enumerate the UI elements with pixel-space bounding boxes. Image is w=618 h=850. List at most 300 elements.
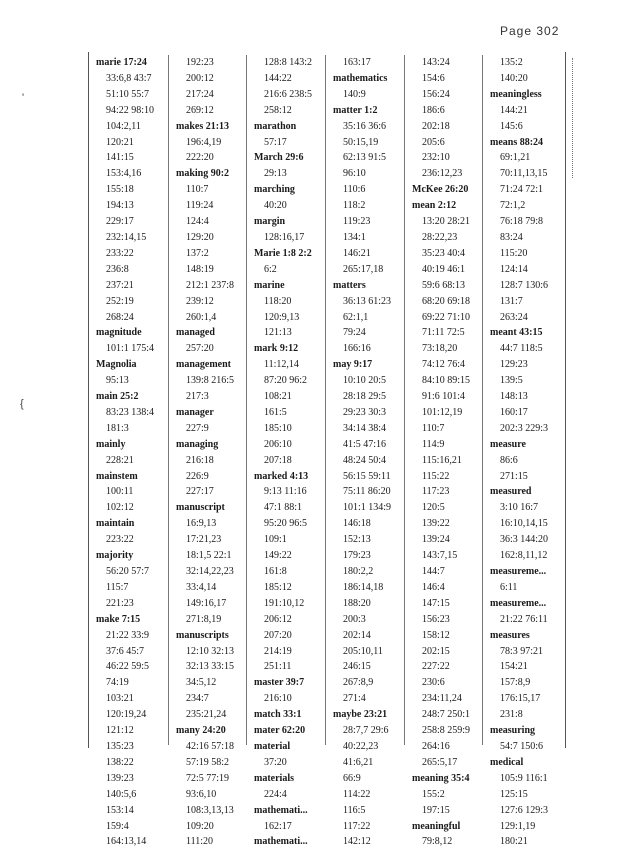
index-reference: 228:21: [106, 454, 134, 466]
index-term: management: [176, 359, 231, 371]
index-term: measure: [490, 438, 526, 450]
index-reference: 34:14 38:4: [343, 422, 387, 434]
index-reference: 223:22: [106, 534, 134, 546]
index-term: mainstem: [96, 470, 138, 482]
index-reference: 114:9: [422, 438, 445, 450]
index-reference: 216:10: [264, 693, 292, 705]
index-reference: 10:10 20:5: [343, 375, 387, 387]
index-term: Marie 1:8 2:2: [254, 247, 312, 259]
index-reference: 117:22: [343, 820, 371, 832]
index-reference: 192:23: [186, 57, 214, 68]
index-reference: 73:18,20: [422, 343, 458, 355]
index-reference: 35:23 40:4: [422, 247, 466, 259]
index-reference: 3:10 16:7: [500, 502, 539, 514]
index-reference: 186:6: [422, 104, 445, 116]
index-reference: 149:16,17: [186, 597, 227, 609]
page-number: Page 302: [500, 24, 560, 38]
index-term: mark 9:12: [254, 343, 299, 355]
index-reference: 137:2: [186, 247, 209, 259]
index-reference: 127:6 129:3: [500, 804, 549, 816]
index-reference: 47:1 88:1: [264, 502, 303, 514]
index-reference: 42:16 57:18: [186, 740, 235, 752]
index-column-5: [408, 55, 483, 848]
index-reference: 176:15,17: [500, 693, 541, 705]
index-reference: 232:14,15: [106, 231, 147, 243]
index-reference: 162:17: [264, 820, 292, 832]
index-reference: 217:24: [186, 88, 214, 100]
index-reference: 206:10: [264, 438, 292, 450]
index-reference: 156:24: [422, 88, 450, 100]
index-term: majority: [96, 550, 134, 562]
index-reference: 139:24: [422, 534, 450, 546]
index-term: match 33:1: [254, 709, 302, 721]
index-reference: 143:24: [422, 57, 450, 68]
index-reference: 79:8,12: [422, 836, 453, 848]
index-reference: 108:21: [264, 391, 292, 403]
index-reference: 62:13 91:5: [343, 152, 387, 164]
index-term: manuscripts: [176, 629, 229, 641]
index-reference: 115:22: [422, 470, 450, 482]
index-reference: 226:9: [186, 470, 209, 482]
index-reference: 69:22 71:10: [422, 311, 471, 323]
index-reference: 111:20: [186, 836, 214, 848]
index-term: mathemati...: [254, 836, 308, 848]
index-reference: 159:4: [106, 820, 129, 832]
index-reference: 265:17,18: [343, 263, 384, 275]
index-term: managed: [176, 327, 215, 339]
index-reference: 56:15 59:11: [343, 470, 391, 482]
index-reference: 140:20: [500, 72, 528, 84]
index-reference: 180:21: [500, 836, 528, 848]
index-reference: 125:15: [500, 788, 528, 800]
index-reference: 152:13: [343, 534, 371, 546]
index-reference: 116:5: [343, 804, 366, 816]
index-reference: 224:4: [264, 788, 287, 800]
index-reference: 32:13 33:15: [186, 661, 235, 673]
index-reference: 154:21: [500, 661, 528, 673]
index-reference: 269:12: [186, 104, 214, 116]
index-reference: 179:23: [343, 550, 371, 562]
index-column-1: [92, 55, 169, 848]
index-reference: 86:6: [500, 454, 518, 466]
index-reference: 95:20 96:5: [264, 518, 308, 530]
margin-dotted-rule: [572, 58, 579, 178]
index-reference: 221:23: [106, 597, 134, 609]
index-reference: 91:6 101:4: [422, 391, 466, 403]
index-reference: 231:8: [500, 709, 523, 721]
index-reference: 156:23: [422, 613, 450, 625]
index-reference: 200:12: [186, 72, 214, 84]
index-reference: 121:13: [264, 327, 292, 339]
index-term: meaningful: [412, 820, 461, 832]
index-reference: 191:10,12: [264, 597, 305, 609]
index-reference: 110:7: [422, 422, 445, 434]
index-reference: 205:6: [422, 136, 445, 148]
index-reference: 6:11: [500, 581, 518, 593]
index-reference: 28:7,7 29:6: [343, 725, 389, 737]
index-reference: 160:17: [500, 406, 528, 418]
index-reference: 164:13,14: [106, 836, 147, 848]
index-reference: 197:15: [422, 804, 450, 816]
index-reference: 17:21,23: [186, 534, 222, 546]
index-reference: 268:24: [106, 311, 134, 323]
index-term: meaning 35:4: [412, 772, 470, 784]
index-reference: 142:12: [343, 836, 371, 848]
index-reference: 271:4: [343, 693, 366, 705]
index-reference: 257:20: [186, 343, 214, 355]
index-term: marching: [254, 184, 295, 196]
index-reference: 41:5 47:16: [343, 438, 387, 450]
index-reference: 120:19,24: [106, 709, 147, 721]
index-reference: 148:13: [500, 391, 528, 403]
index-term: measureme...: [490, 597, 547, 609]
index-reference: 59:6 68:13: [422, 279, 466, 291]
index-reference: 144:21: [500, 104, 528, 116]
index-reference: 267:8,9: [343, 677, 374, 689]
index-column-4: [329, 55, 405, 848]
index-column-2: [172, 55, 247, 848]
index-reference: 202:15: [422, 645, 450, 657]
margin-mark-middle: {: [20, 398, 24, 410]
index-reference: 101:1 175:4: [106, 343, 155, 355]
index-reference: 101:1 134:9: [343, 502, 392, 514]
index-reference: 205:10,11: [343, 645, 383, 657]
index-reference: 93:6,10: [186, 788, 217, 800]
index-reference: 62:1,1: [343, 311, 369, 323]
index-term: manager: [176, 406, 214, 418]
index-reference: 139:5: [500, 375, 523, 387]
index-reference: 74:12 76:4: [422, 359, 466, 371]
index-reference: 13:20 28:21: [422, 216, 471, 228]
index-reference: 75:11 86:20: [343, 486, 391, 498]
index-reference: 185:10: [264, 422, 292, 434]
index-reference: 234:7: [186, 693, 209, 705]
index-reference: 115:20: [500, 247, 528, 259]
index-reference: 119:23: [343, 216, 371, 228]
index-reference: 258:8 259:9: [422, 725, 471, 737]
index-reference: 146:4: [422, 581, 445, 593]
index-reference: 33:6,8 43:7: [106, 72, 152, 84]
index-term: making 90:2: [176, 168, 230, 180]
index-term: maybe 23:21: [333, 709, 388, 721]
index-reference: 78:3 97:21: [500, 645, 544, 657]
index-reference: 251:11: [264, 661, 292, 673]
index-term: measureme...: [490, 566, 547, 577]
index-reference: 28:18 29:5: [343, 391, 387, 403]
index-reference: 18:1,5 22:1: [186, 550, 232, 562]
index-reference: 157:8,9: [500, 677, 531, 689]
index-reference: 9:13 11:16: [264, 486, 307, 498]
index-reference: 105:9 116:1: [500, 772, 548, 784]
index-reference: 129:23: [500, 359, 528, 371]
index-reference: 28:22,23: [422, 231, 458, 243]
index-reference: 232:10: [422, 152, 450, 164]
index-reference: 141:15: [106, 152, 134, 164]
index-reference: 252:19: [106, 295, 134, 307]
index-term: McKee 26:20: [412, 184, 469, 196]
index-reference: 36:3 144:20: [500, 534, 549, 546]
index-reference: 227:17: [186, 486, 214, 498]
index-reference: 12:10 32:13: [186, 645, 235, 657]
index-reference: 235:21,24: [186, 709, 227, 721]
index-reference: 128:16,17: [264, 231, 305, 243]
index-reference: 54:7 150:6: [500, 740, 544, 752]
index-reference: 84:10 89:15: [422, 375, 471, 387]
index-reference: 87:20 96:2: [264, 375, 308, 387]
index-reference: 200:3: [343, 613, 366, 625]
index-reference: 35:16 36:6: [343, 120, 387, 132]
index-reference: 229:17: [106, 216, 134, 228]
index-reference: 29:13: [264, 168, 287, 180]
index-reference: 95:13: [106, 375, 129, 387]
index-column-3: [250, 55, 326, 848]
index-reference: 147:15: [422, 597, 450, 609]
index-reference: 185:12: [264, 581, 292, 593]
index-reference: 163:17: [343, 57, 371, 68]
index-term: materials: [254, 772, 294, 784]
index-reference: 104:2,11: [106, 120, 141, 132]
index-reference: 180:2,2: [343, 566, 374, 577]
index-reference: 260:1,4: [186, 311, 217, 323]
index-reference: 108:3,13,13: [186, 804, 234, 816]
index-reference: 37:20: [264, 756, 287, 768]
index-reference: 216:18: [186, 454, 214, 466]
index-reference: 212:1 237:8: [186, 279, 235, 291]
index-reference: 115:7: [106, 581, 129, 593]
index-reference: 46:22 59:5: [106, 661, 150, 673]
index-reference: 206:12: [264, 613, 292, 625]
index-reference: 138:22: [106, 756, 134, 768]
index-term: measures: [490, 629, 530, 641]
index-reference: 41:6,21: [343, 756, 374, 768]
index-reference: 202:3 229:3: [500, 422, 549, 434]
index-reference: 124:4: [186, 216, 209, 228]
index-reference: 139:8 216:5: [186, 375, 235, 387]
index-term: means 88:24: [490, 136, 544, 148]
index-reference: 16:10,14,15: [500, 518, 548, 530]
index-reference: 71:24 72:1: [500, 184, 544, 196]
margin-mark-top: ': [22, 92, 25, 104]
index-reference: 161:8: [264, 566, 287, 577]
index-reference: 109:20: [186, 820, 214, 832]
index-reference: 83:23 138:4: [106, 406, 155, 418]
index-reference: 146:21: [343, 247, 371, 259]
index-term: matter 1:2: [333, 104, 378, 116]
index-reference: 100:11: [106, 486, 134, 498]
index-reference: 128:7 130:6: [500, 279, 549, 291]
index-reference: 48:24 50:4: [343, 454, 387, 466]
index-term: marie 17:24: [96, 57, 147, 68]
index-term: mater 62:20: [254, 725, 306, 737]
index-term: March 29:6: [254, 152, 304, 164]
index-reference: 21:22 33:9: [106, 629, 150, 641]
index-reference: 202:18: [422, 120, 450, 132]
index-term: mainly: [96, 438, 126, 450]
index-reference: 144:7: [422, 566, 445, 577]
index-reference: 271:8,19: [186, 613, 222, 625]
index-term: mathemati...: [254, 804, 308, 816]
index-reference: 21:22 76:11: [500, 613, 548, 625]
index-reference: 202:14: [343, 629, 371, 641]
index-reference: 66:9: [343, 772, 361, 784]
index-reference: 237:21: [106, 279, 134, 291]
index-reference: 129:1,19: [500, 820, 536, 832]
index-reference: 263:24: [500, 311, 528, 323]
index-reference: 101:12,19: [422, 406, 463, 418]
index-reference: 145:6: [500, 120, 523, 132]
index-reference: 155:18: [106, 184, 134, 196]
index-term: many 24:20: [176, 725, 226, 737]
index-reference: 207:18: [264, 454, 292, 466]
index-reference: 135:2: [500, 57, 523, 68]
index-reference: 110:6: [343, 184, 366, 196]
index-reference: 118:20: [264, 295, 292, 307]
index-reference: 129:20: [186, 231, 214, 243]
index-reference: 121:12: [106, 725, 134, 737]
index-term: marked 4:13: [254, 470, 309, 482]
index-term: makes 21:13: [176, 120, 230, 132]
index-term: matters: [333, 279, 366, 291]
index-reference: 37:6 45:7: [106, 645, 145, 657]
index-term: meaningless: [490, 88, 542, 100]
index-reference: 131:7: [500, 295, 523, 307]
index-reference: 222:20: [186, 152, 214, 164]
index-term: make 7:15: [96, 613, 141, 625]
index-reference: 236:12,23: [422, 168, 463, 180]
index-reference: 79:24: [343, 327, 366, 339]
index-reference: 158:12: [422, 629, 450, 641]
index-term: marathon: [254, 120, 297, 132]
index-term: mathematics: [333, 72, 388, 84]
index-reference: 188:20: [343, 597, 371, 609]
index-reference: 134:1: [343, 231, 366, 243]
index-reference: 144:22: [264, 72, 292, 84]
index-reference: 44:7 118:5: [500, 343, 543, 355]
index-reference: 57:19 58:2: [186, 756, 230, 768]
index-reference: 139:22: [422, 518, 450, 530]
index-reference: 6:2: [264, 263, 277, 275]
index-reference: 120:21: [106, 136, 134, 148]
index-reference: 40:22,23: [343, 740, 379, 752]
index-reference: 155:2: [422, 788, 445, 800]
index-reference: 194:13: [106, 200, 134, 212]
index-reference: 181:3: [106, 422, 129, 434]
index-reference: 139:23: [106, 772, 134, 784]
index-reference: 118:2: [343, 200, 366, 212]
index-reference: 50:15,19: [343, 136, 379, 148]
index-reference: 216:6 238:5: [264, 88, 313, 100]
index-reference: 72:1,2: [500, 200, 526, 212]
index-reference: 40:20: [264, 200, 287, 212]
index-reference: 246:15: [343, 661, 371, 673]
index-reference: 70:11,13,15: [500, 168, 548, 180]
index-reference: 119:24: [186, 200, 214, 212]
index-reference: 69:1,21: [500, 152, 531, 164]
index-term: meant 43:15: [490, 327, 543, 339]
index-reference: 143:7,15: [422, 550, 458, 562]
index-term: material: [254, 740, 291, 752]
index-reference: 117:23: [422, 486, 450, 498]
index-term: magnitude: [96, 327, 142, 339]
index-reference: 214:19: [264, 645, 292, 657]
index-reference: 217:3: [186, 391, 209, 403]
index-reference: 110:7: [186, 184, 209, 196]
index-term: managing: [176, 438, 219, 450]
index-reference: 51:10 55:7: [106, 88, 150, 100]
index-reference: 102:12: [106, 502, 134, 514]
index-reference: 74:19: [106, 677, 129, 689]
index-term: margin: [254, 216, 286, 228]
index-term: manuscript: [176, 502, 225, 514]
index-reference: 103:21: [106, 693, 134, 705]
index-reference: 16:9,13: [186, 518, 217, 530]
index-reference: 29:23 30:3: [343, 406, 387, 418]
index-term: maintain: [96, 518, 135, 530]
index-term: marine: [254, 279, 285, 291]
index-term: may 9:17: [333, 359, 373, 371]
index-reference: 230:6: [422, 677, 445, 689]
index-reference: 36:13 61:23: [343, 295, 392, 307]
index-reference: 72:5 77:19: [186, 772, 230, 784]
index-reference: 162:8,11,12: [500, 550, 548, 562]
index-reference: 120:5: [422, 502, 445, 514]
index-reference: 248:7 250:1: [422, 709, 471, 721]
index-term: measuring: [490, 725, 535, 737]
index-reference: 96:10: [343, 168, 366, 180]
index-reference: 83:24: [500, 231, 523, 243]
index-reference: 94:22 98:10: [106, 104, 155, 116]
index-reference: 124:14: [500, 263, 528, 275]
index-reference: 148:19: [186, 263, 214, 275]
index-reference: 271:15: [500, 470, 528, 482]
index-reference: 56:20 57:7: [106, 566, 150, 577]
index-reference: 239:12: [186, 295, 214, 307]
index-reference: 115:16,21: [422, 454, 462, 466]
index-term: master 39:7: [254, 677, 305, 689]
index-reference: 207:20: [264, 629, 292, 641]
index-reference: 227:22: [422, 661, 450, 673]
index-reference: 71:11 72:5: [422, 327, 465, 339]
index-reference: 236:8: [106, 263, 129, 275]
index-reference: 135:23: [106, 740, 134, 752]
index-reference: 34:5,12: [186, 677, 217, 689]
index-reference: 114:22: [343, 788, 371, 800]
index-reference: 140:9: [343, 88, 366, 100]
index-reference: 258:12: [264, 104, 292, 116]
index-reference: 40:19 46:1: [422, 263, 466, 275]
index-term: mean 2:12: [412, 200, 457, 212]
index-reference: 196:4,19: [186, 136, 222, 148]
index-reference: 233:22: [106, 247, 134, 259]
index-reference: 120:9,13: [264, 311, 300, 323]
index-reference: 149:22: [264, 550, 292, 562]
index-reference: 76:18 79:8: [500, 216, 544, 228]
index-reference: 140:5,6: [106, 788, 137, 800]
index-reference: 68:20 69:18: [422, 295, 471, 307]
index-column-6: [486, 55, 562, 848]
index-reference: 109:1: [264, 534, 287, 546]
index-reference: 161:5: [264, 406, 287, 418]
index-reference: 11:12,14: [264, 359, 299, 371]
index-reference: 128:8 143:2: [264, 57, 313, 68]
index-reference: 57:17: [264, 136, 287, 148]
index-reference: 154:6: [422, 72, 445, 84]
index-reference: 166:16: [343, 343, 371, 355]
index-reference: 146:18: [343, 518, 371, 530]
index-term: main 25:2: [96, 391, 139, 403]
index-reference: 153:4,16: [106, 168, 142, 180]
index-reference: 33:4,14: [186, 581, 217, 593]
